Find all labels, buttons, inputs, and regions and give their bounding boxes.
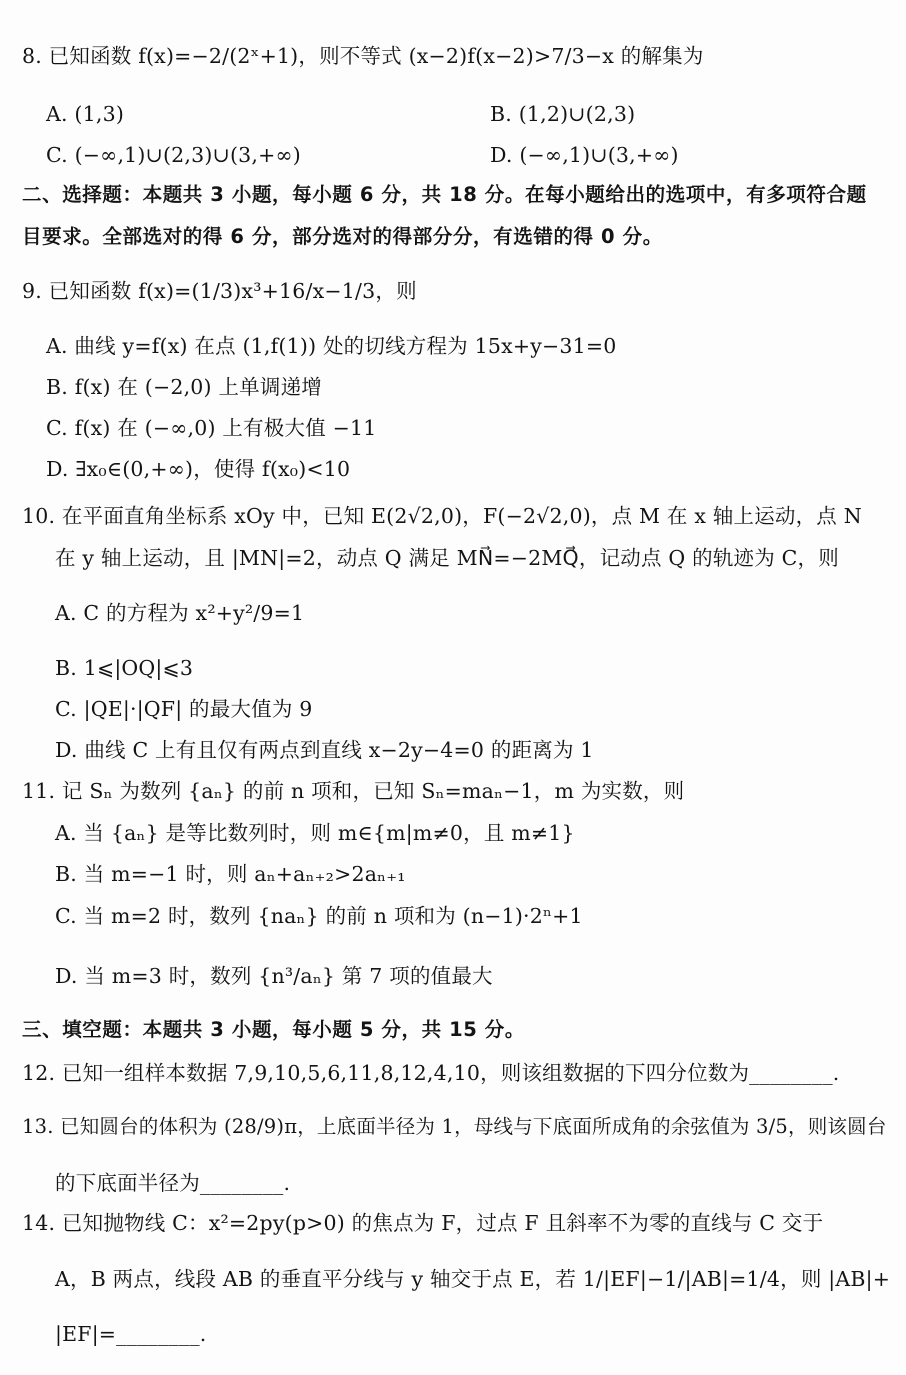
q8-stem: 8. 已知函数 f(x)=−2/(2ˣ+1)，则不等式 (x−2)f(x−2)>7/3−x 的解集为 [22, 43, 704, 68]
section3-title: 三、填空题：本题共 3 小题，每小题 5 分，共 15 分。 [22, 1017, 526, 1041]
q14-line3: |EF|=________. [55, 1321, 207, 1346]
q11-option-d: D. 当 m=3 时，数列 {n³/aₙ} 第 7 项的值最大 [55, 963, 493, 988]
q13-line1: 13. 已知圆台的体积为 (28/9)π，上底面半径为 1，母线与下底面所成角的余弦值为 3/5，则该圆台 [22, 1114, 887, 1138]
q14-line1: 14. 已知抛物线 C：x²=2py(p>0) 的焦点为 F，过点 F 且斜率不为零的直线与 C 交于 [22, 1210, 824, 1235]
q13-line2: 的下底面半径为________. [55, 1170, 291, 1195]
q14-line2: A，B 两点，线段 AB 的垂直平分线与 y 轴交于点 E，若 1/|EF|−1/|AB|=1/4，则 |AB|+ [55, 1266, 891, 1291]
q10-option-b: B. 1⩽|OQ|⩽3 [55, 655, 194, 680]
q9-option-b: B. f(x) 在 (−2,0) 上单调递增 [46, 374, 322, 399]
section2-line2: 目要求。全部选对的得 6 分，部分选对的得部分分，有选错的得 0 分。 [22, 224, 663, 248]
q9-option-c: C. f(x) 在 (−∞,0) 上有极大值 −11 [46, 415, 377, 440]
q8-option-d: D. (−∞,1)∪(3,+∞) [490, 142, 679, 167]
q11-option-c: C. 当 m=2 时，数列 {naₙ} 的前 n 项和为 (n−1)·2ⁿ+1 [55, 903, 583, 928]
q8-option-b: B. (1,2)∪(2,3) [490, 101, 636, 126]
q8-option-a: A. (1,3) [46, 101, 125, 126]
q10-option-c: C. |QE|·|QF| 的最大值为 9 [55, 696, 313, 721]
q11-stem: 11. 记 Sₙ 为数列 {aₙ} 的前 n 项和，已知 Sₙ=maₙ−1，m 为实数，则 [22, 778, 685, 803]
q10-option-a: A. C 的方程为 x²+y²/9=1 [55, 600, 305, 625]
q10-line1: 10. 在平面直角坐标系 xOy 中，已知 E(2√2,0)，F(−2√2,0)，点 M 在 x 轴上运动，点 N [22, 503, 862, 528]
q9-option-a: A. 曲线 y=f(x) 在点 (1,f(1)) 处的切线方程为 15x+y−31=0 [46, 333, 617, 358]
q10-line2: 在 y 轴上运动，且 |MN|=2，动点 Q 满足 MN⃗=−2MQ⃗，记动点 Q 的轨迹为 C，则 [55, 545, 839, 570]
q9-stem: 9. 已知函数 f(x)=(1/3)x³+16/x−1/3，则 [22, 278, 417, 303]
q11-option-b: B. 当 m=−1 时，则 aₙ+aₙ₊₂>2aₙ₊₁ [55, 861, 406, 886]
section2-line1: 二、选择题：本题共 3 小题，每小题 6 分，共 18 分。在每小题给出的选项中，有多项符合题 [22, 182, 867, 206]
q9-option-d: D. ∃x₀∈(0,+∞)，使得 f(x₀)<10 [46, 456, 351, 481]
q10-option-d: D. 曲线 C 上有且仅有两点到直线 x−2y−4=0 的距离为 1 [55, 737, 594, 762]
q12-text: 12. 已知一组样本数据 7,9,10,5,6,11,8,12,4,10，则该组数据的下四分位数为________. [22, 1060, 840, 1085]
q11-option-a: A. 当 {aₙ} 是等比数列时，则 m∈{m|m≠0，且 m≠1} [55, 820, 575, 845]
q8-option-c: C. (−∞,1)∪(2,3)∪(3,+∞) [46, 142, 301, 167]
